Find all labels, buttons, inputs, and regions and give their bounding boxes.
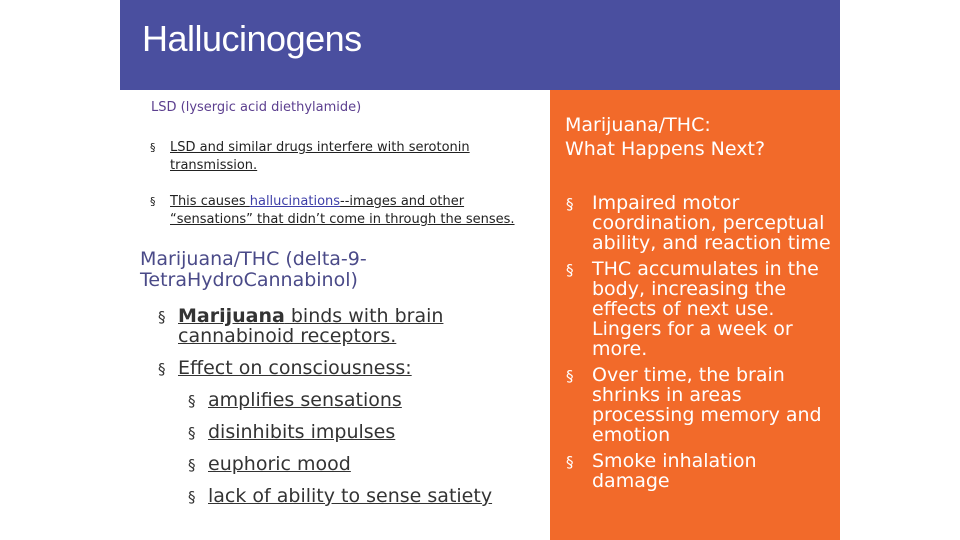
next-heading [565,113,765,161]
list-item [186,486,536,506]
list-item [186,422,536,442]
next-item: Over time, the brain shrinks in areas processing memory and emotion [592,364,822,446]
bullet-icon: § [188,488,196,506]
slide-title: Hallucinogens [142,18,362,59]
next-item: THC accumulates in the body, increasing the effects of next use. Lingers for a week or more. [592,258,819,360]
bullet-icon: § [150,195,156,208]
lsd-list [148,139,548,229]
bullet-icon: § [566,195,574,213]
lsd-bullet-1: LSD and similar drugs interfere with serotonin transmission. [170,140,470,173]
thc-item-1-rest: binds with brain cannabinoid receptors. [178,305,444,347]
lsd-bullet-2 [170,194,515,227]
list-item [566,451,831,491]
bullet-icon: § [150,141,156,154]
list-item [186,390,536,410]
lsd-bullet-2-start: This causes [170,194,250,209]
bullet-icon: § [566,367,574,385]
list-item [566,365,831,445]
next-item: Smoke inhalation damage [592,450,757,492]
thc-item-2: Effect on consciousness: [178,357,412,379]
list-item [566,259,831,359]
left-content [120,90,550,540]
effect-item: lack of ability to sense satiety [208,485,493,507]
list-item [566,193,831,253]
next-heading-line-2: What Happens Next? [565,138,766,160]
next-list [566,193,831,491]
effect-item: euphoric mood [208,453,351,475]
bullet-icon: § [188,392,196,410]
bullet-icon: § [158,360,166,378]
next-item: Impaired motor coordination, perceptual ability, and reaction time [592,192,831,254]
bullet-icon: § [188,456,196,474]
marijuana-link[interactable]: Marijuana [178,305,285,327]
lsd-bullet-2-end: --images and other “sensations” that didn’t come in through the senses. [170,194,515,227]
effect-item: amplifies sensations [208,389,402,411]
bullet-icon: § [566,261,574,279]
list-item [148,139,548,175]
effect-item: disinhibits impulses [208,421,396,443]
thc-list [156,306,536,506]
title-bar [120,0,840,90]
next-panel [550,90,840,540]
bullet-icon: § [158,308,166,326]
list-item [186,454,536,474]
list-item [156,306,536,346]
effects-list [186,390,536,506]
hallucinations-link[interactable]: hallucinations [249,194,341,209]
bullet-icon: § [188,424,196,442]
list-item [148,193,548,229]
bullet-icon: § [566,453,574,471]
list-item [156,358,536,506]
lsd-heading: LSD (lysergic acid diethylamide) [151,100,362,115]
thc-heading: Marijuana/THC (delta-9-TetraHydroCannabinol) [140,248,367,291]
next-heading-line-1: Marijuana/THC: [565,114,711,136]
thc-item-1 [178,305,443,347]
